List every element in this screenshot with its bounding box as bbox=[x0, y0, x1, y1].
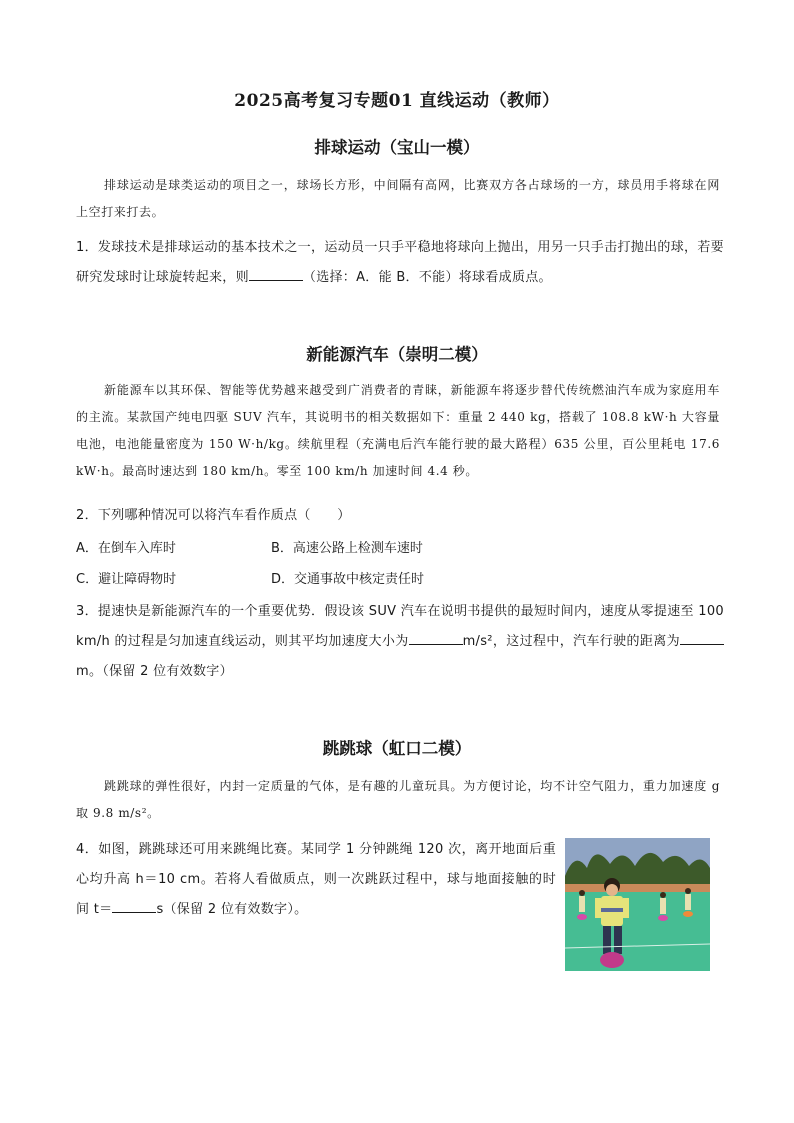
section-intro-ev: 新能源车以其环保、智能等优势越来越受到广消费者的青睐，新能源车将逐步替代传统燃油汽车成为家庭用车的主流。某款国产纯电四驱 SUV 汽车，其说明书的相关数据如下：重量 2 440 kg，搭载了 108.8 kW·h 大容量电池，电池能量密度为 150 W·h/kg。续航里程（充满电后汽车能行驶的最大路程）635 公里，百公里耗电 17.6 kW·h。最高时速达到 180 km/h。零至 100 km/h 加速时间 4.4 秒。 bbox=[76, 383, 720, 478]
section-intro-pogo-ball: 跳跳球的弹性很好，内封一定质量的气体，是有趣的儿童玩具。为方便讨论，均不计空气阻力，重力加速度 g 取 9.8 m/s²。 bbox=[76, 779, 720, 820]
document-title: 2025高考复习专题01 直线运动（教师） bbox=[234, 91, 560, 111]
question-1: 1．发球技术是排球运动的基本技术之一，运动员一只手平稳地将球向上抛出，用另一只手击打抛出的球，若要研究发球时让球旋转起来，则 （选择：A．能 B．不能）将球看成质点。 bbox=[76, 240, 724, 285]
option-a: A．在倒车入库时 bbox=[76, 541, 176, 556]
child-on-bouncing-ball-photo bbox=[565, 838, 710, 971]
photo-illustration bbox=[565, 838, 710, 971]
answer-blank[interactable] bbox=[112, 898, 156, 913]
section-title-pogo-ball: 跳跳球（虹口二模） bbox=[322, 739, 472, 758]
section-title-volleyball: 排球运动（宝山一模） bbox=[314, 138, 480, 157]
question-4: 4．如图，跳跳球还可用来跳绳比赛。某同学 1 分钟跳绳 120 次，离开地面后重心均升高 h＝10 cm。若将人看做质点，则一次跳跃过程中，球与地面接触的时间 t＝ s（保留 2 位有效数字）。 bbox=[76, 842, 556, 917]
section-title-ev: 新能源汽车（崇明二模） bbox=[306, 345, 488, 364]
answer-blank[interactable] bbox=[680, 630, 724, 645]
option-c: C．避让障碍物时 bbox=[76, 572, 177, 587]
answer-blank[interactable] bbox=[409, 630, 463, 645]
answer-blank[interactable] bbox=[249, 266, 303, 281]
section-intro-volleyball: 排球运动是球类运动的项目之一，球场长方形，中间隔有高网，比赛双方各占球场的一方，球员用手将球在网上空打来打去。 bbox=[76, 178, 720, 219]
option-d: D．交通事故中核定责任时 bbox=[271, 572, 425, 587]
question-2: 2．下列哪种情况可以将汽车看作质点（ ） bbox=[76, 508, 351, 523]
option-b: B．高速公路上检测车速时 bbox=[271, 541, 423, 556]
question-3: 3．提速快是新能源汽车的一个重要优势．假设该 SUV 汽车在说明书提供的最短时间内，速度从零提速至 100 km/h 的过程是匀加速直线运动，则其平均加速度大小为 m/s²，这过程中，汽车行驶的距离为m。（保留 2 位有效数字） bbox=[76, 604, 724, 679]
